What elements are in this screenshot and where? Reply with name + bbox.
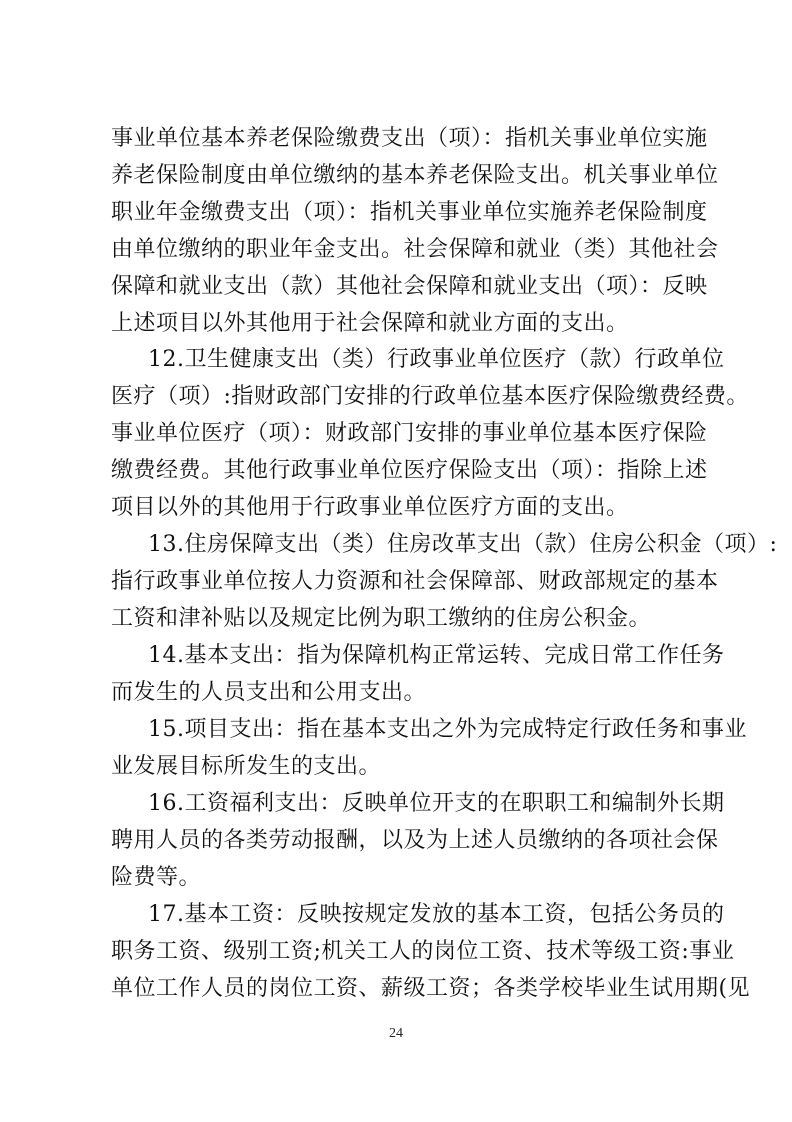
text-line: 事业单位医疗（项）：财政部门安排的事业单位基本医疗保险: [111, 421, 708, 446]
paragraph-heading-17: 17.基本工资：反映按规定发放的基本工资，包括公务员的: [148, 902, 725, 927]
text-line: 上述项目以外其他用于社会保障和就业方面的支出。: [111, 311, 629, 336]
text-line: 业发展目标所发生的支出。: [111, 754, 382, 779]
paragraph-heading-12: 12.卫生健康支出（类）行政事业单位医疗（款）行政单位: [148, 347, 725, 372]
text-line: 职业年金缴费支出（项）：指机关事业单位实施养老保险制度: [111, 200, 708, 225]
text-line: 保障和就业支出（款）其他社会保障和就业支出（项）：反映: [111, 274, 708, 299]
text-line: 工资和津补贴以及规定比例为职工缴纳的住房公积金。: [111, 606, 652, 631]
paragraph-heading-14: 14.基本支出：指为保障机构正常运转、完成日常工作任务: [148, 643, 725, 668]
text-line: 职务工资、级别工资;机关工人的岗位工资、技术等级工资:事业: [111, 939, 735, 964]
text-line: 单位工作人员的岗位工资、薪级工资；各类学校毕业生试用期(见: [111, 976, 751, 1001]
text-line: 指行政事业单位按人力资源和社会保障部、财政部规定的基本: [111, 569, 719, 594]
paragraph-heading-13: 13.住房保障支出（类）住房改革支出（款）住房公积金（项）:: [148, 532, 778, 557]
text-line: 医疗（项）:指财政部门安排的行政单位基本医疗保险缴费经费。: [111, 384, 749, 409]
text-line: 而发生的人员支出和公用支出。: [111, 680, 427, 705]
text-line: 由单位缴纳的职业年金支出。社会保障和就业（类）其他社会: [111, 237, 719, 262]
paragraph-heading-16: 16.工资福利支出：反映单位开支的在职职工和编制外长期: [148, 791, 725, 816]
page-number: 24: [389, 1026, 403, 1041]
text-line: 缴费经费。其他行政事业单位医疗保险支出（项）：指除上述: [111, 458, 708, 483]
text-line: 事业单位基本养老保险缴费支出（项）：指机关事业单位实施: [111, 126, 708, 151]
text-line: 聘用人员的各类劳动报酬，以及为上述人员缴纳的各项社会保: [111, 828, 719, 853]
text-line: 项目以外的其他用于行政事业单位医疗方面的支出。: [111, 495, 629, 520]
text-line: 养老保险制度由单位缴纳的基本养老保险支出。机关事业单位: [111, 163, 719, 188]
paragraph-heading-15: 15.项目支出：指在基本支出之外为完成特定行政任务和事业: [148, 717, 747, 742]
text-line: 险费等。: [111, 865, 202, 890]
